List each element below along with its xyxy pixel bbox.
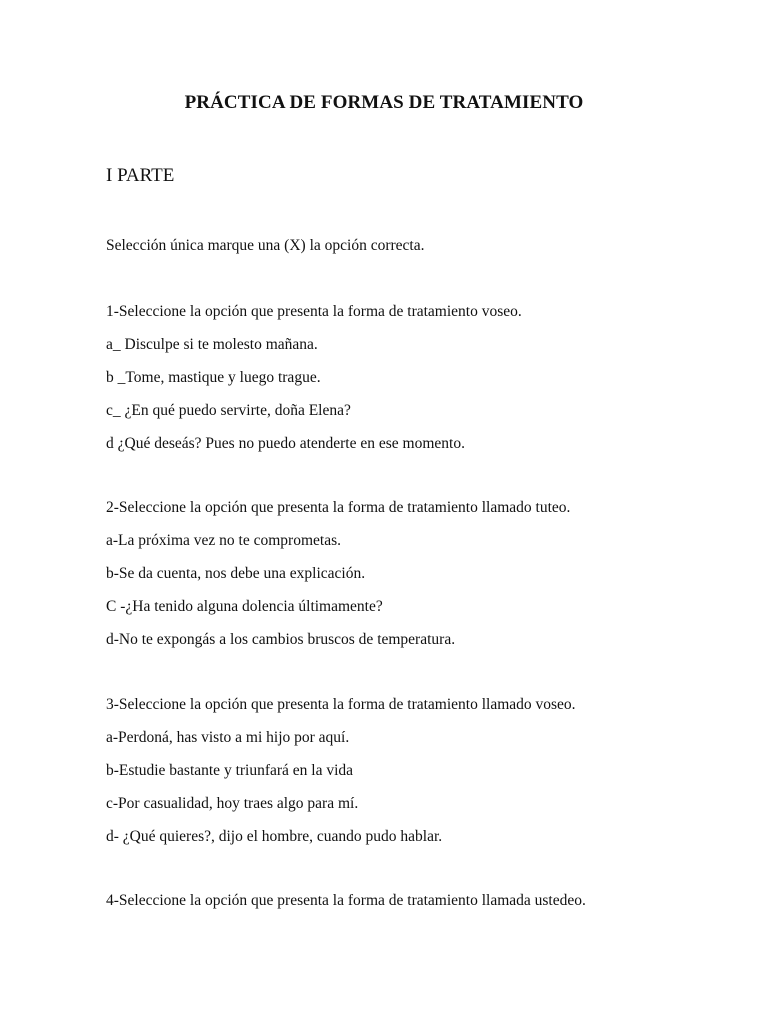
question-1-text: 1-Seleccione la opción que presenta la forma de tratamiento voseo. [106, 303, 522, 320]
question-4-text: 4-Seleccione la opción que presenta la forma de tratamiento llamada ustedeo. [106, 892, 586, 909]
document-title: PRÁCTICA DE FORMAS DE TRATAMIENTO [184, 92, 584, 113]
question-3-option-c: c-Por casualidad, hoy traes algo para mí. [106, 795, 359, 812]
question-4 [106, 890, 746, 923]
question-1-option-c: c_ ¿En qué puedo servirte, doña Elena? [106, 402, 351, 419]
question-3-text: 3-Seleccione la opción que presenta la forma de tratamiento llamado voseo. [106, 696, 576, 713]
question-3 [106, 694, 746, 859]
question-2 [106, 497, 746, 662]
question-2-option-d: d-No te expongás a los cambios bruscos de temperatura. [106, 631, 456, 648]
question-3-option-d: d- ¿Qué quieres?, dijo el hombre, cuando pudo hablar. [106, 828, 443, 845]
question-2-option-b: b-Se da cuenta, nos debe una explicación. [106, 565, 366, 582]
question-3-option-b: b-Estudie bastante y triunfará en la vida [106, 762, 354, 779]
question-1-option-a: a_ Disculpe si te molesto mañana. [106, 336, 318, 353]
question-2-text: 2-Seleccione la opción que presenta la forma de tratamiento llamado tuteo. [106, 499, 571, 516]
question-2-option-a: a-La próxima vez no te comprometas. [106, 532, 341, 549]
question-1 [106, 301, 746, 466]
question-2-option-c: C -¿Ha tenido alguna dolencia últimamente? [106, 598, 383, 615]
instruction-text: Selección única marque una (X) la opción correcta. [106, 237, 425, 254]
question-1-option-b: b _Tome, mastique y luego trague. [106, 369, 321, 386]
question-3-option-a: a-Perdoná, has visto a mi hijo por aquí. [106, 729, 350, 746]
section-heading: I PARTE [106, 165, 175, 186]
question-1-option-d: d ¿Qué deseás? Pues no puedo atenderte en ese momento. [106, 435, 465, 452]
